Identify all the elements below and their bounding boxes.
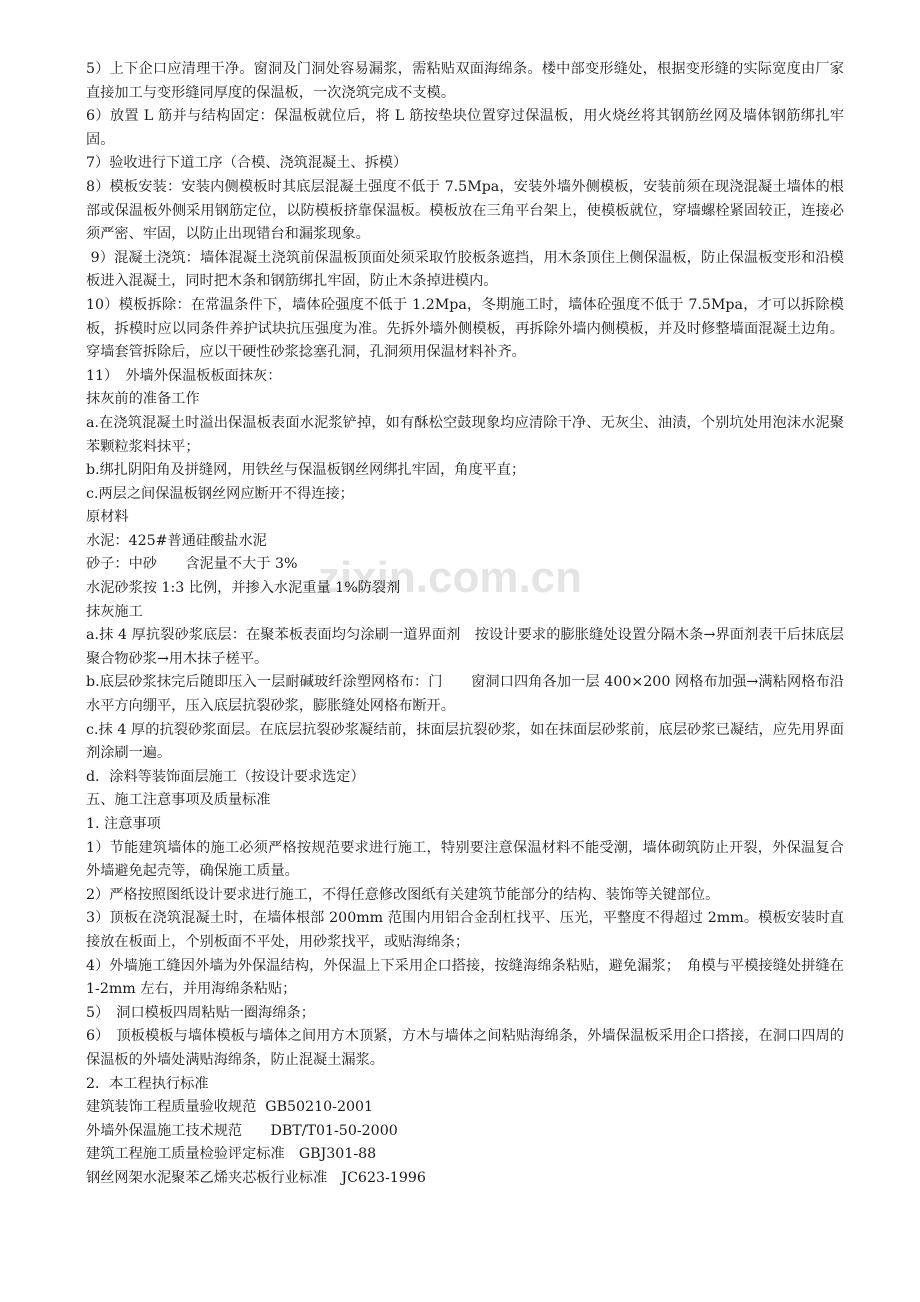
paragraph: d．涂料等装饰面层施工（按设计要求选定） [86, 768, 365, 785]
paragraph: 1）节能建筑墙体的施工必须严格按规范要求进行施工，特别要注意保温材料不能受潮，墙体砌筑防止开裂，外保温复合外墙避免起壳等，确保施工质量。 [86, 839, 844, 880]
subheading: 抹灰前的准备工作 [86, 391, 200, 408]
subheading: 原材料 [86, 509, 129, 526]
standard-item: 钢丝网架水泥聚苯乙烯夹芯板行业标准 JC623-1996 [86, 1169, 426, 1186]
paragraph: a.在浇筑混凝土时溢出保温板表面水泥浆铲掉，如有酥松空鼓现象均应清除干净、无灰尘、油渍，个别坑处用泡沫水泥聚苯颗粒浆料抹平； [86, 414, 844, 455]
subheading: 抹灰施工 [86, 603, 143, 620]
paragraph: 5） 洞口模板四周粘贴一圈海绵条； [86, 1004, 315, 1021]
paragraph: b.绑扎阴阳角及拼缝网，用铁丝与保温板钢丝网绑扎牢固，角度平直； [86, 462, 526, 479]
paragraph: b.底层砂浆抹完后随即压入一层耐碱玻纤涂塑网格布：门 窗洞口四角各加一层 400×200 网格布加强→满粘网格布沿水平方向绷平，压入底层抗裂砂浆，膨胀缝处网格布断开。 [86, 674, 844, 715]
section-heading: 11） 外墙外保温板板面抹灰： [86, 367, 282, 384]
standard-item: 建筑装饰工程质量验收规范 GB50210-2001 [86, 1099, 374, 1116]
paragraph: 8）模板安装：安装内侧模板时其底层混凝土强度不低于 7.5Mpa，安装外墙外侧模板，安装前须在现浇混凝土墙体的根部或保温板外侧采用钢筋定位，以防模板挤靠保温板。模板放在三角平台架上，使模板就位，穿墙螺栓紧固较正，连接必须严密、牢固，以防止出现错台和漏浆现象。 [86, 178, 844, 243]
paragraph: 6）放置 L 筋并与结构固定：保温板就位后，将 L 筋按垫块位置穿过保温板，用火烧丝将其钢筋丝网及墙体钢筋绑扎牢固。 [86, 108, 844, 148]
section-heading: 五、施工注意事项及质量标准 [86, 792, 271, 809]
paragraph: a.抹 4 厚抗裂砂浆底层：在聚苯板表面均匀涂刷一道界面剂 按设计要求的膨胀缝处设置分隔木条→界面剂表干后抹底层聚合物砂浆→用木抹子槎平。 [86, 627, 844, 667]
paragraph: c.两层之间保温板钢丝网应断开不得连接； [86, 485, 354, 502]
paragraph: 砂子：中砂 含泥量不大于 3% [86, 556, 298, 573]
svg-text:zixin.com.cn: zixin.com.cn [317, 553, 583, 602]
paragraph: 2）严格按照图纸设计要求进行施工，不得任意修改图纸有关建筑节能部分的结构、装饰等关键部位。 [86, 886, 720, 903]
standard-item: 外墙外保温施工技术规范 DBT/T01-50-2000 [86, 1122, 398, 1139]
paragraph: 4）外墙施工缝因外墙为外保温结构，外保温上下采用企口搭接，按缝海绵条粘贴，避免漏浆； 角模与平模接缝处拼缝在 1-2mm 左右，并用海绵条粘贴； [86, 957, 849, 998]
paragraph: 水泥：425#普通硅酸盐水泥 [86, 532, 267, 549]
standard-item: 建筑工程施工质量检验评定标准 GBJ301-88 [86, 1146, 377, 1163]
paragraph: 5）上下企口应清理干净。窗洞及门洞处容易漏浆，需粘贴双面海绵条。楼中部变形缝处，根据变形缝的实际宽度由厂家直接加工与变形缝同厚度的保温板，一次浇筑完成不支模。 [86, 61, 844, 101]
paragraph: 7）验收进行下道工序（合模、浇筑混凝土、拆模） [86, 155, 408, 172]
paragraph: 6） 顶板模板与墙体模板与墙体之间用方木顶紧，方木与墙体之间粘贴海绵条，外墙保温板采用企口搭接，在洞口四周的保温板的外墙处满贴海绵条，防止混凝土漏浆。 [86, 1028, 844, 1068]
subheading: 1. 注意事项 [86, 816, 161, 832]
paragraph: 3）顶板在浇筑混凝土时，在墙体根部 200mm 范围内用铝合金刮杠找平、压光，平整度不得超过 2mm。模板安装时直接放在板面上，个别板面不平处，用砂浆找平，或贴海绵条； [86, 910, 844, 950]
subheading: 2．本工程执行标准 [86, 1075, 209, 1092]
paragraph: 9）混凝土浇筑：墙体混凝土浇筑前保温板顶面处须采取竹胶板条遮挡，用木条顶住上侧保温板，防止保温板变形和沿模板进入混凝土，同时把木条和钢筋绑扎牢固，防止木条掉进模内。 [86, 249, 844, 290]
paragraph: 10）模板拆除：在常温条件下，墙体砼强度不低于 1.2Mpa，冬期施工时，墙体砼强度不低于 7.5Mpa，才可以拆除模板，拆模时应以同条件养护试块抗压强度为准。先拆外墙外侧模板，再拆除外墙内侧模板，并及时修整墙面混凝土边角。穿墙套管拆除后，应以干硬性砂浆捻塞孔洞，孔洞须用保温材料补齐。 [86, 296, 844, 361]
paragraph: c.抹 4 厚的抗裂砂浆面层。在底层抗裂砂浆凝结前，抹面层抗裂砂浆，如在抹面层砂浆前，底层砂浆已凝结，应先用界面剂涂刷一遍。 [86, 721, 844, 762]
paragraph: 水泥砂浆按 1:3 比例，并掺入水泥重量 1%防裂剂 [86, 580, 401, 597]
document-body [86, 58, 849, 1191]
